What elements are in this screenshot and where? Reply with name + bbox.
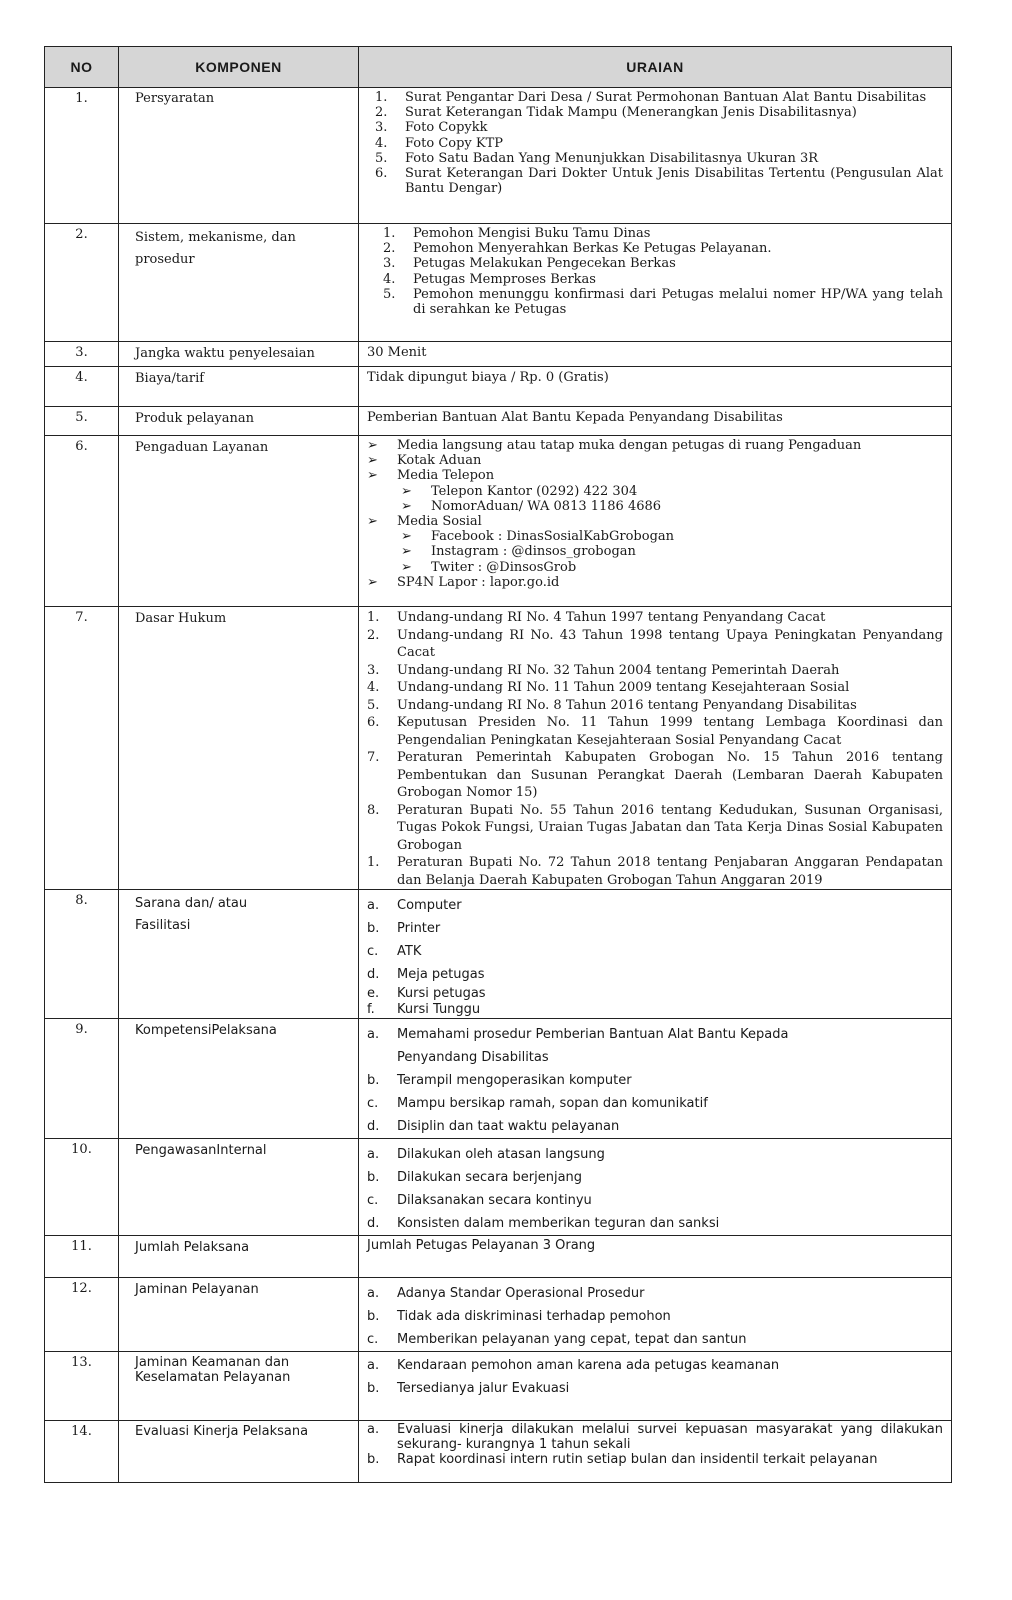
row-number: 2. <box>45 224 119 342</box>
row-number: 7. <box>45 607 119 890</box>
row-number: 4. <box>45 367 119 407</box>
header-no: NO <box>45 47 119 88</box>
row-number: 6. <box>45 436 119 607</box>
row-description <box>359 436 952 607</box>
row-description <box>359 88 952 224</box>
list-item: 5. Pemohon menunggu konfirmasi dari Petugas melalui nomer HP/WA yang telah di serahkan ke Petugas <box>383 286 943 318</box>
list-item: e. Kursi petugas <box>367 986 486 1001</box>
row-description <box>359 1019 952 1139</box>
list-item: a. Computer <box>367 898 462 913</box>
row-number: 14. <box>45 1421 119 1483</box>
table-row <box>45 88 952 224</box>
list-item: a. Memahami prosedur Pemberian Bantuan Alat Bantu Kepada Penyandang Disabilitas <box>367 1027 789 1065</box>
list-item: ➢ Facebook : DinasSosialKabGrobogan <box>401 529 675 545</box>
row-description: Jumlah Petugas Pelayanan 3 Orang <box>359 1236 952 1278</box>
list-item: f. Kursi Tunggu <box>367 1002 481 1017</box>
list-item: 4. Undang-undang RI No. 11 Tahun 2009 tentang Kesejahteraan Sosial <box>367 680 850 695</box>
list-item: c. Dilaksanakan secara kontinyu <box>367 1193 592 1208</box>
row-description: Tidak dipungut biaya / Rp. 0 (Gratis) <box>359 367 952 407</box>
list-item: b. Printer <box>367 921 441 936</box>
list-item: a. Dilakukan oleh atasan langsung <box>367 1147 605 1162</box>
list-item: 6. Surat Keterangan Dari Dokter Untuk Jenis Disabilitas Tertentu (Pengusulan Alat Bantu Dengar) <box>375 166 943 197</box>
list-item: 2. Undang-undang RI No. 43 Tahun 1998 tentang Upaya Peningkatan Penyandang Cacat <box>367 627 943 660</box>
list-item: ➢ NomorAduan/ WA 0813 1186 4686 <box>401 498 662 514</box>
list-item: 5. Foto Satu Badan Yang Menunjukkan Disabilitasnya Ukuran 3R <box>375 150 819 166</box>
row-description <box>359 1278 952 1352</box>
row-number: 9. <box>45 1019 119 1139</box>
table-row <box>45 367 952 407</box>
list-item: 3. Petugas Melakukan Pengecekan Berkas <box>383 256 676 272</box>
row-description <box>359 1421 952 1483</box>
row-component: PengawasanInternal <box>119 1139 359 1236</box>
list-item: b. Rapat koordinasi intern rutin setiap bulan dan insidentil terkait pelayanan <box>367 1452 878 1468</box>
row-number: 8. <box>45 890 119 1019</box>
list-item: 1. Surat Pengantar Dari Desa / Surat Permohonan Bantuan Alat Bantu Disabilitas <box>375 90 927 105</box>
row-number: 12. <box>45 1278 119 1352</box>
row-number: 13. <box>45 1352 119 1421</box>
row-description <box>359 1139 952 1236</box>
list-item: b. Terampil mengoperasikan komputer <box>367 1073 632 1088</box>
list-item: b. Tersedianya jalur Evakuasi <box>367 1381 570 1396</box>
list-item: ➢ SP4N Lapor : lapor.go.id <box>367 574 560 590</box>
row-component: Pengaduan Layanan <box>119 436 359 607</box>
list-item: 2. Pemohon Menyerahkan Berkas Ke Petugas Pelayanan. <box>383 241 772 257</box>
row-description <box>359 224 952 342</box>
table-row <box>45 342 952 367</box>
list-item: d. Disiplin dan taat waktu pelayanan <box>367 1119 620 1134</box>
row-component: Evaluasi Kinerja Pelaksana <box>119 1421 359 1483</box>
row-component: KompetensiPelaksana <box>119 1019 359 1139</box>
list-item: 8. Peraturan Bupati No. 55 Tahun 2016 tentang Kedudukan, Susunan Organisasi, Tugas Pokok Fungsi, Uraian Tugas Jabatan dan Tata Kerja Dinas Sosial Kabupaten Grobogan <box>367 802 943 853</box>
list-item: a. Evaluasi kinerja dilakukan melalui survei kepuasan masyarakat yang dilakukan sekurang- kurangnya 1 tahun sekali <box>367 1422 943 1453</box>
row-component: Biaya/tarif <box>119 367 359 407</box>
list-item: 4. Foto Copy KTP <box>375 135 504 151</box>
list-item: ➢ Kotak Aduan <box>367 453 482 469</box>
list-item: ➢ Twiter : @DinsosGrob <box>401 559 577 575</box>
table-row <box>45 1139 952 1236</box>
row-component: Jaminan Pelayanan <box>119 1278 359 1352</box>
table-row <box>45 1019 952 1139</box>
list-item: 5. Undang-undang RI No. 8 Tahun 2016 tentang Penyandang Disabilitas <box>367 697 857 713</box>
table-row <box>45 1421 952 1483</box>
row-description <box>359 607 952 890</box>
list-item: b. Tidak ada diskriminasi terhadap pemohon <box>367 1309 671 1324</box>
list-item: 7. Peraturan Pemerintah Kabupaten Grobogan No. 15 Tahun 2016 tentang Pembentukan dan Susunan Perangkat Daerah (Lembaran Daerah Kabupaten Grobogan Nomor 15) <box>367 750 943 800</box>
list-item: 4. Petugas Memproses Berkas <box>383 271 596 287</box>
row-number: 5. <box>45 407 119 436</box>
row-component: Jumlah Pelaksana <box>119 1236 359 1278</box>
list-item: 1. Peraturan Bupati No. 72 Tahun 2018 tentang Penjabaran Anggaran Pendapatan dan Belanja Daerah Kabupaten Grobogan Tahun Anggaran 2019 <box>367 855 943 888</box>
list-item: c. Memberikan pelayanan yang cepat, tepat dan santun <box>367 1332 747 1347</box>
row-number: 10. <box>45 1139 119 1236</box>
row-component: Jaminan Keamanan dan Keselamatan Pelayanan <box>119 1352 359 1421</box>
list-item: a. Kendaraan pemohon aman karena ada petugas keamanan <box>367 1358 780 1373</box>
table-header-row <box>45 47 952 88</box>
table-row <box>45 890 952 1019</box>
row-component: Produk pelayanan <box>119 407 359 436</box>
service-standard-table <box>44 46 952 1483</box>
row-component: Persyaratan <box>119 88 359 224</box>
list-item: ➢ Telepon Kantor (0292) 422 304 <box>401 483 638 499</box>
table-row <box>45 1236 952 1278</box>
list-item: d. Meja petugas <box>367 967 485 982</box>
list-item: ➢ Media Sosial <box>367 514 482 530</box>
table-row <box>45 1278 952 1352</box>
row-component: Dasar Hukum <box>119 607 359 890</box>
list-item: c. ATK <box>367 944 422 959</box>
list-item: 6. Keputusan Presiden No. 11 Tahun 1999 tentang Lembaga Koordinasi dan Pengendalian Peningkatan Kesejahteraan Sosial Penyandang Cacat <box>367 715 943 748</box>
list-item: ➢ Media langsung atau tatap muka dengan petugas di ruang Pengaduan <box>367 438 862 453</box>
table-row <box>45 224 952 342</box>
row-component: Sistem, mekanisme, dan prosedur <box>119 224 359 342</box>
list-item: 3. Undang-undang RI No. 32 Tahun 2004 tentang Pemerintah Daerah <box>367 662 840 678</box>
table-row <box>45 607 952 890</box>
list-item: 1. Pemohon Mengisi Buku Tamu Dinas <box>383 226 651 241</box>
row-component: Sarana dan/ atau Fasilitasi <box>119 890 359 1019</box>
table-row <box>45 407 952 436</box>
header-komponen: KOMPONEN <box>119 47 359 88</box>
header-uraian: URAIAN <box>359 47 952 88</box>
table-row <box>45 1352 952 1421</box>
row-number: 1. <box>45 88 119 224</box>
row-description <box>359 1352 952 1421</box>
row-number: 3. <box>45 342 119 367</box>
table-row <box>45 436 952 607</box>
row-component: Jangka waktu penyelesaian <box>119 342 359 367</box>
list-item: 1. Undang-undang RI No. 4 Tahun 1997 tentang Penyandang Cacat <box>367 610 826 625</box>
list-item: a. Adanya Standar Operasional Prosedur <box>367 1286 645 1301</box>
row-description: 30 Menit <box>359 342 952 367</box>
row-description <box>359 890 952 1019</box>
list-item: c. Mampu bersikap ramah, sopan dan komunikatif <box>367 1096 708 1111</box>
list-item: 2. Surat Keterangan Tidak Mampu (Menerangkan Jenis Disabilitasnya) <box>375 105 857 121</box>
list-item: ➢ Instagram : @dinsos_grobogan <box>401 544 636 560</box>
list-item: ➢ Media Telepon <box>367 468 495 484</box>
list-item: b. Dilakukan secara berjenjang <box>367 1170 583 1185</box>
list-item: 3. Foto Copykk <box>375 120 488 136</box>
row-description: Pemberian Bantuan Alat Bantu Kepada Penyandang Disabilitas <box>359 407 952 436</box>
list-item: d. Konsisten dalam memberikan teguran dan sanksi <box>367 1216 720 1231</box>
row-number: 11. <box>45 1236 119 1278</box>
